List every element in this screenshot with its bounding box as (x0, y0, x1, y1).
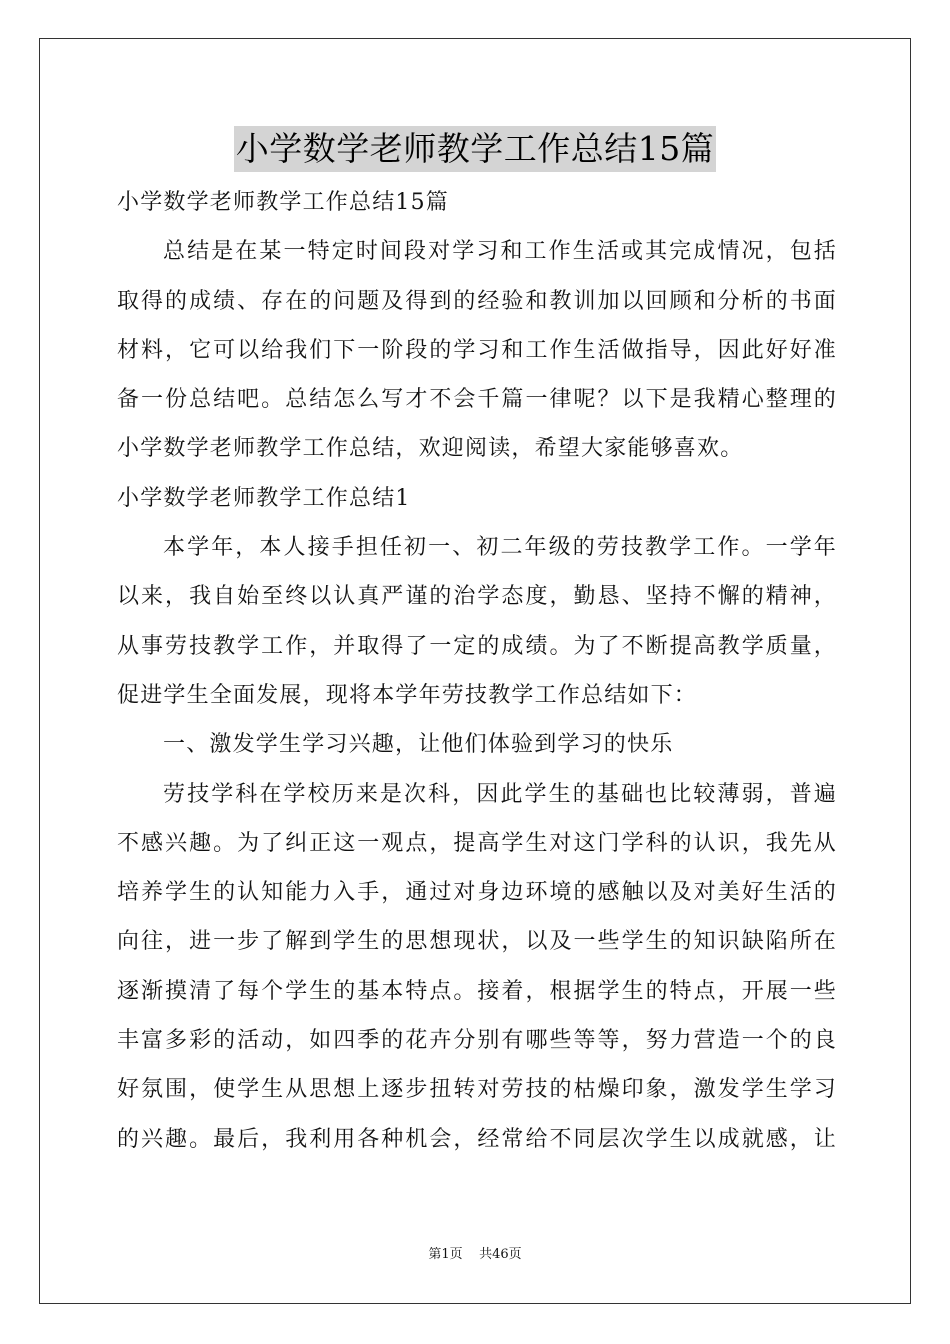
page-number-footer: 第1页 共46页 (428, 1247, 522, 1262)
document-body (117, 178, 837, 1164)
text-line: 总结是在某一特定时间段对学习和工作生活或其完成情况，包括 (163, 239, 837, 265)
text-line: 劳技学科在学校历来是次科，因此学生的基础也比较薄弱，普遍 (163, 781, 837, 807)
text-line: 不感兴趣。为了纠正这一观点，提高学生对这门学科的认识，我先从 (117, 830, 837, 856)
text-line: 小学数学老师教学工作总结，欢迎阅读，希望大家能够喜欢。 (117, 436, 744, 462)
text-line: 向往，进一步了解到学生的思想现状，以及一些学生的知识缺陷所在 (117, 929, 837, 955)
subsection-heading: 一、激发学生学习兴趣，让他们体验到学习的快乐 (163, 732, 674, 758)
text-line: 取得的成绩、存在的问题及得到的经验和教训加以回顾和分析的书面 (117, 288, 837, 314)
text-line: 培养学生的认知能力入手，通过对身边环境的感触以及对美好生活的 (117, 880, 837, 906)
document-title: 小学数学老师教学工作总结15篇 (234, 126, 717, 172)
section-heading: 小学数学老师教学工作总结1 (117, 485, 411, 511)
text-line: 促进学生全面发展，现将本学年劳技教学工作总结如下： (117, 682, 698, 708)
text-line: 丰富多彩的活动，如四季的花卉分别有哪些等等，努力营造一个的良 (117, 1028, 837, 1054)
text-line: 备一份总结吧。总结怎么写才不会千篇一律呢？以下是我精心整理的 (117, 387, 837, 413)
text-line: 以来，我自始至终以认真严谨的治学态度，勤恳、坚持不懈的精神， (117, 584, 837, 610)
text-line: 的兴趣。最后，我利用各种机会，经常给不同层次学生以成就感，让 (117, 1126, 837, 1152)
text-line: 好氛围，使学生从思想上逐步扭转对劳技的枯燥印象，激发学生学习 (117, 1077, 837, 1103)
text-line: 本学年，本人接手担任初一、初二年级的劳技教学工作。一学年 (163, 535, 837, 561)
text-line: 从事劳技教学工作，并取得了一定的成绩。为了不断提高教学质量， (117, 633, 837, 659)
text-line: 材料，它可以给我们下一阶段的学习和工作生活做指导，因此好好准 (117, 337, 837, 363)
subtitle-line: 小学数学老师教学工作总结15篇 (117, 190, 449, 215)
text-line: 逐渐摸清了每个学生的基本特点。接着，根据学生的特点，开展一些 (117, 978, 837, 1004)
title-container (0, 126, 950, 172)
